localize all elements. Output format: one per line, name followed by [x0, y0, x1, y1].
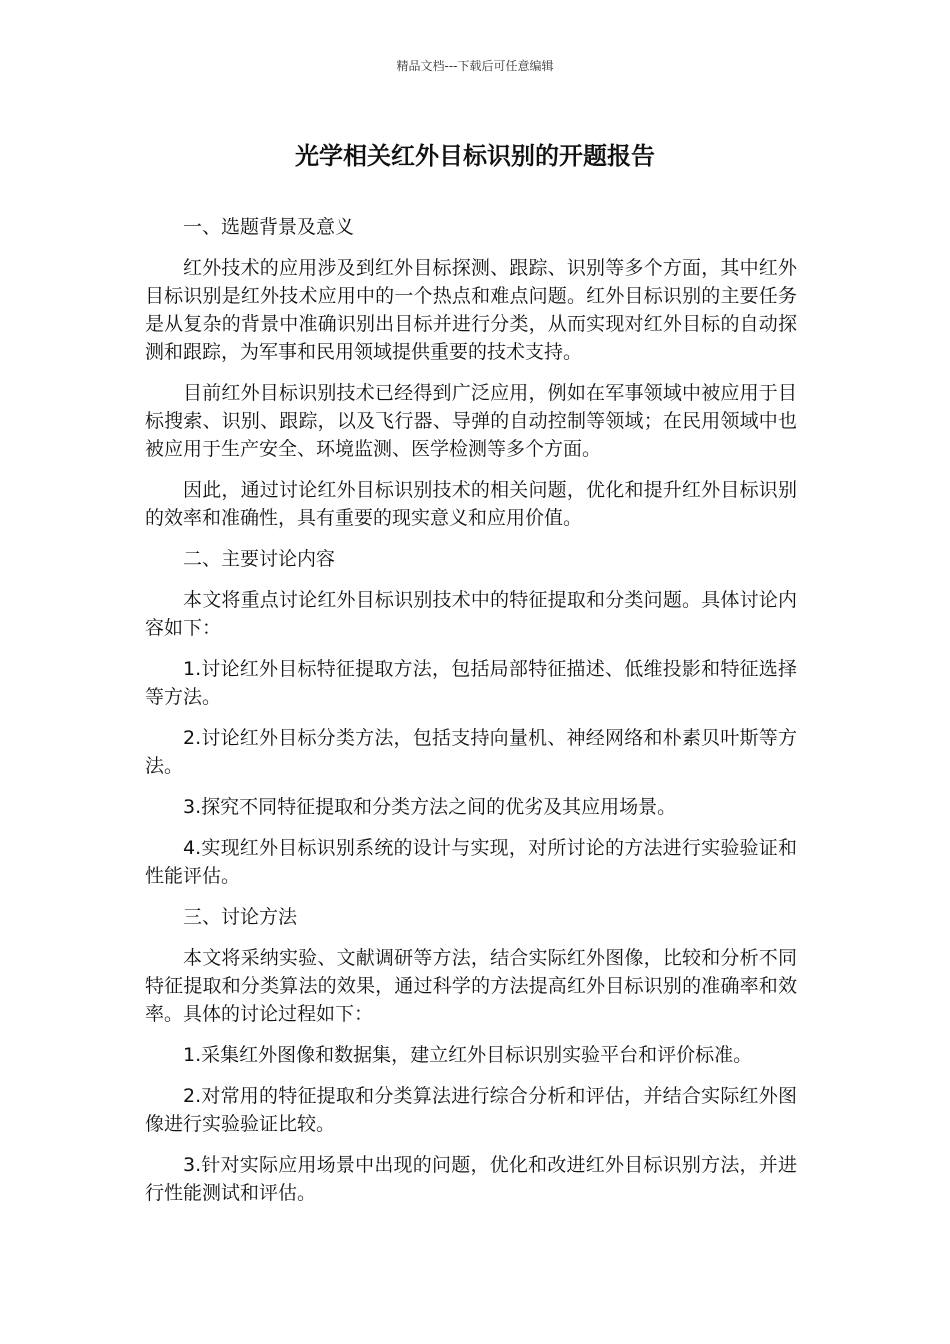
list-item: 3.探究不同特征提取和分类方法之间的优劣及其应用场景。	[183, 796, 677, 818]
section-heading-method: 三、讨论方法	[183, 906, 298, 928]
header-note: 精品文档---下载后可任意编辑	[396, 59, 554, 73]
section-heading-content: 二、主要讨论内容	[183, 548, 336, 570]
paragraph: 本文将重点讨论红外目标识别技术中的特征提取和分类问题。具体讨论内容如下：	[145, 589, 797, 639]
list-item: 1.讨论红外目标特征提取方法，包括局部特征描述、低维投影和特征选择等方法。	[145, 658, 797, 708]
list-item: 1.采集红外图像和数据集，建立红外目标识别实验平台和评价标准。	[183, 1044, 753, 1066]
list-item: 3.针对实际应用场景中出现的问题，优化和改进红外目标识别方法，并进行性能测试和评估。	[145, 1154, 797, 1204]
list-item: 4.实现红外目标识别系统的设计与实现，对所讨论的方法进行实验验证和性能评估。	[145, 837, 797, 887]
document-title: 光学相关红外目标识别的开题报告	[295, 142, 655, 170]
document-body	[145, 213, 797, 1220]
section-heading-background: 一、选题背景及意义	[183, 216, 355, 238]
paragraph: 因此，通过讨论红外目标识别技术的相关问题，优化和提升红外目标识别的效率和准确性，具有重要的现实意义和应用价值。	[145, 479, 797, 529]
paragraph: 目前红外目标识别技术已经得到广泛应用，例如在军事领域中被应用于目标搜索、识别、跟踪，以及飞行器、导弹的自动控制等领域；在民用领域中也被应用于生产安全、环境监测、医学检测等多个方面。	[145, 382, 797, 460]
list-item: 2.讨论红外目标分类方法，包括支持向量机、神经网络和朴素贝叶斯等方法。	[145, 727, 797, 777]
list-item: 2.对常用的特征提取和分类算法进行综合分析和评估，并结合实际红外图像进行实验验证比较。	[145, 1085, 797, 1135]
paragraph: 红外技术的应用涉及到红外目标探测、跟踪、识别等多个方面，其中红外目标识别是红外技术应用中的一个热点和难点问题。红外目标识别的主要任务是从复杂的背景中准确识别出目标并进行分类，从而实现对红外目标的自动探测和跟踪，为军事和民用领域提供重要的技术支持。	[145, 257, 797, 363]
paragraph: 本文将采纳实验、文献调研等方法，结合实际红外图像，比较和分析不同特征提取和分类算法的效果，通过科学的方法提高红外目标识别的准确率和效率。具体的讨论过程如下：	[145, 947, 797, 1025]
